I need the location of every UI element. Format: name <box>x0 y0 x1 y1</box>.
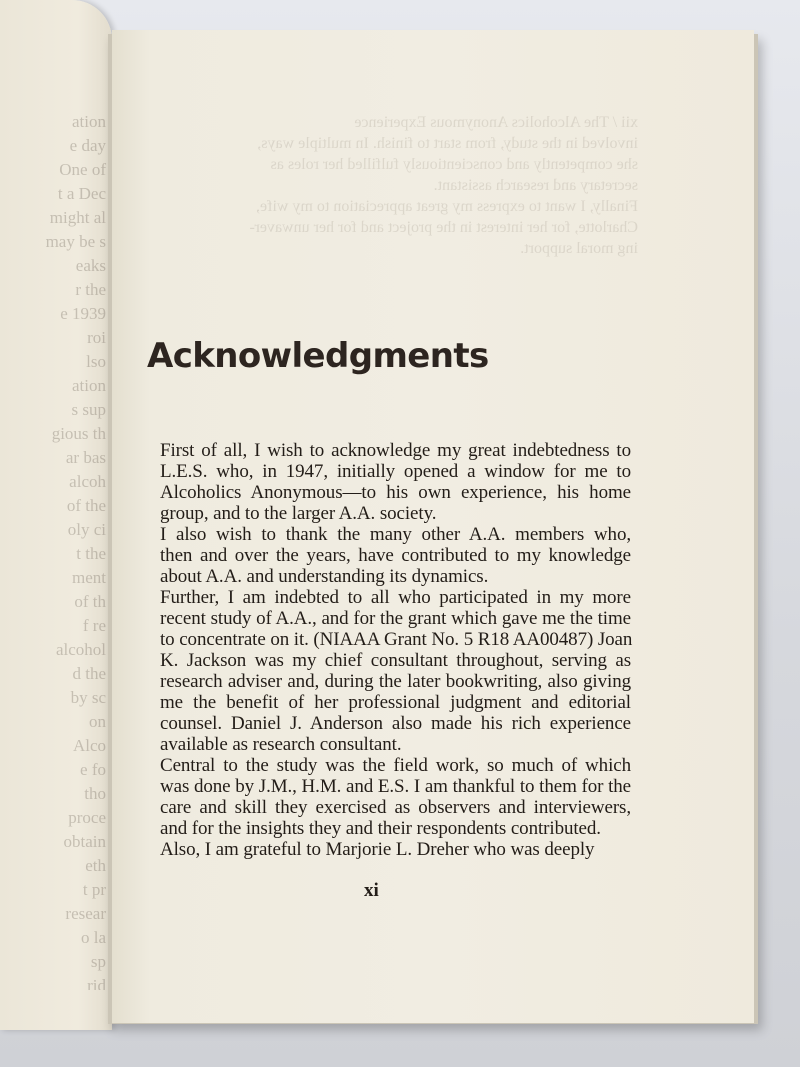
left-page-fragment: of th <box>74 592 106 611</box>
left-page-fragment: d the <box>72 664 106 683</box>
left-page <box>0 0 112 1030</box>
left-page-fragment: eth <box>85 856 106 875</box>
left-page-fragment: t pr <box>82 880 106 899</box>
text-line: Further, I am indebted to all who participated in my more <box>160 587 631 608</box>
paragraph <box>146 524 631 587</box>
paragraph <box>146 755 631 839</box>
acknowledgments-body <box>146 440 631 860</box>
page-number: xi <box>364 880 379 901</box>
text-line: was done by J.M., H.M. and E.S. I am thankful to them for the <box>160 776 631 797</box>
left-page-fragment: t the <box>76 544 106 563</box>
left-page-fragment: o la <box>80 928 106 947</box>
text-line: Also, I am grateful to Marjorie L. Dreher who was deeply <box>160 839 595 860</box>
left-page-fragment: proce <box>68 808 106 827</box>
paragraph <box>146 587 631 755</box>
text-line: K. Jackson was my chief consultant throughout, serving as <box>160 650 631 671</box>
left-page-fragment: Alco <box>72 736 106 755</box>
left-page-fragment: might al <box>49 208 106 227</box>
text-line: to concentrate on it. (NIAAA Grant No. 5 R18 AA00487) Joan <box>160 629 633 650</box>
left-page-fragment: ment <box>72 568 106 587</box>
left-page-fragment: eaks <box>75 256 106 275</box>
text-line: counsel. Daniel J. Anderson also made his rich experience <box>160 713 631 734</box>
left-page-fragment: may be s <box>45 232 106 251</box>
left-page-fragment: r the <box>75 280 106 299</box>
text-line: available as research consultant. <box>160 734 402 755</box>
left-page-fragment: roi <box>87 328 106 347</box>
text-line: research adviser and, during the later bookwriting, also giving <box>160 671 631 692</box>
text-line: then and over the years, have contributed to my knowledge <box>160 545 631 566</box>
left-page-fragment: f re <box>82 616 106 635</box>
text-line: care and skill they exercised as observers and interviewers, <box>160 797 631 818</box>
left-page-fragment: ation <box>72 112 106 131</box>
page-title: Acknowledgments <box>147 336 489 376</box>
left-page-fragment: t a Dec <box>57 184 106 203</box>
text-line: Alcoholics Anonymous—to his own experience, his home <box>160 482 631 503</box>
left-page-fragment: s sup <box>71 400 106 419</box>
text-line: about A.A. and understanding its dynamics. <box>160 566 489 587</box>
left-page-fragment: of the <box>66 496 106 515</box>
left-page-fragment: sp <box>90 952 106 971</box>
left-page-fragment: obtain <box>63 832 106 851</box>
text-line: and for the insights they and their respondents contributed. <box>160 818 601 839</box>
text-line: I also wish to thank the many other A.A. members who, <box>160 524 631 545</box>
left-page-fragment: rid <box>87 976 106 990</box>
text-line: recent study of A.A., and for the grant which gave me the time <box>160 608 631 629</box>
left-page-fragment: One of <box>59 160 106 179</box>
left-page-fragment: ar bas <box>65 448 106 467</box>
left-page-fragment: e 1939 <box>60 304 106 323</box>
left-page-fragment: alcoh <box>69 472 106 491</box>
text-line: First of all, I wish to acknowledge my great indebtedness to <box>160 440 631 461</box>
text-line: Central to the study was the field work, so much of which <box>160 755 631 776</box>
left-page-fragment: gious th <box>51 424 106 443</box>
left-page-fragment: e fo <box>80 760 106 779</box>
text-line: group, and to the larger A.A. society. <box>160 503 437 524</box>
left-page-fragment: by sc <box>70 688 106 707</box>
left-page-text <box>4 110 108 990</box>
left-page-fragment: tho <box>84 784 106 803</box>
text-line: L.E.S. who, in 1947, initially opened a window for me to <box>160 461 631 482</box>
left-page-fragment: ation <box>72 376 106 395</box>
left-page-fragment: e day <box>69 136 106 155</box>
paragraph <box>146 839 631 860</box>
left-page-fragment: resear <box>65 904 106 923</box>
left-page-fragment: lso <box>86 352 106 371</box>
left-page-fragment: alcohol <box>55 640 106 659</box>
left-page-fragment: on <box>89 712 106 731</box>
left-page-fragment: oly ci <box>67 520 106 539</box>
paragraph <box>146 440 631 524</box>
text-line: me the benefit of her professional judgment and editorial <box>160 692 631 713</box>
